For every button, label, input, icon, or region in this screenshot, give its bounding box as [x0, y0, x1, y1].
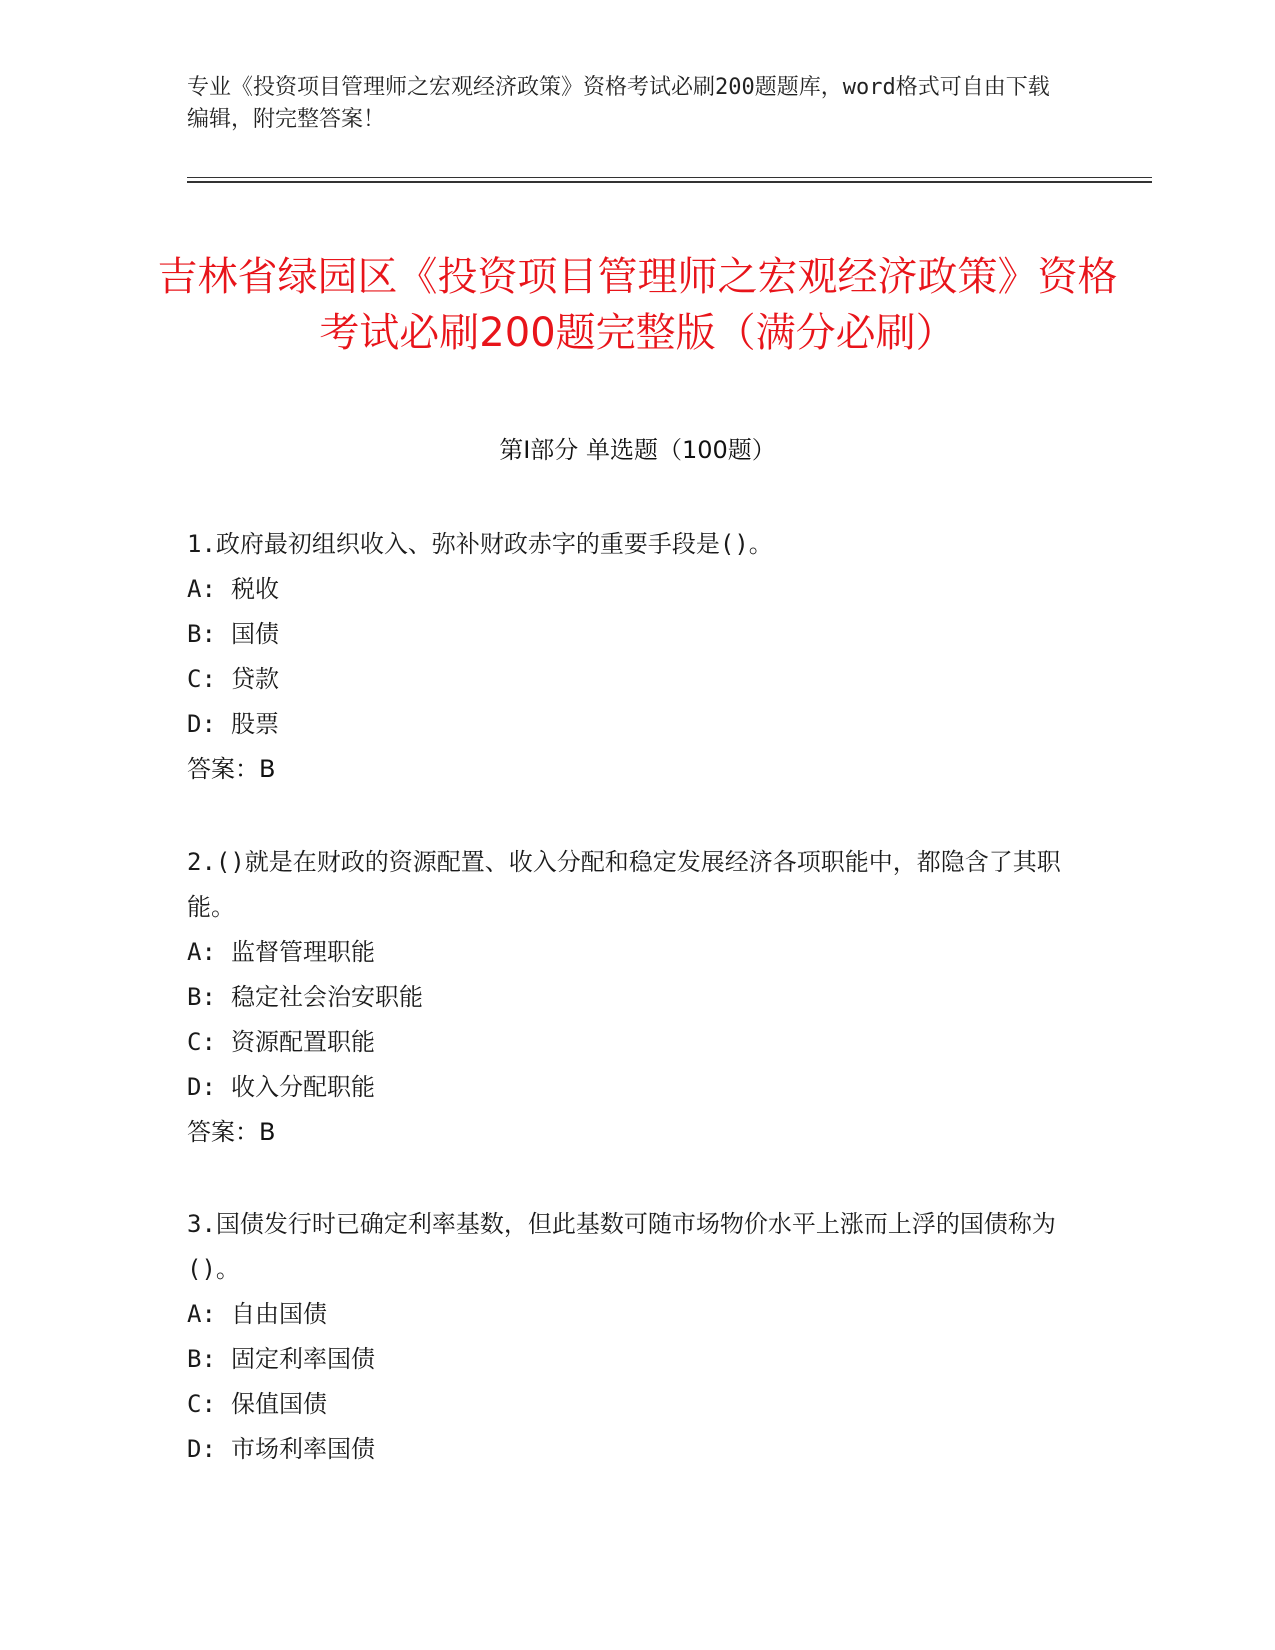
- option-a: [187, 1292, 1067, 1337]
- option-letter: B:: [187, 1345, 216, 1373]
- question-3: [187, 1202, 1067, 1472]
- question-stem: 2.()就是在财政的资源配置、收入分配和稳定发展经济各项职能中，都隐含了其职能。: [187, 848, 1061, 921]
- option-letter: D:: [187, 1073, 216, 1101]
- option-d: [187, 1427, 1067, 1472]
- option-d: [187, 1065, 1067, 1110]
- option-text: 市场利率国债: [231, 1435, 375, 1463]
- option-letter: A:: [187, 938, 216, 966]
- option-c: [187, 1382, 1067, 1427]
- option-d: [187, 702, 1067, 747]
- option-text: 股票: [231, 710, 279, 738]
- option-text: 自由国债: [231, 1300, 327, 1328]
- question-stem: 3.国债发行时已确定利率基数，但此基数可随市场物价水平上涨而上浮的国债称为()。: [187, 1210, 1056, 1283]
- question-1: [187, 522, 1067, 792]
- option-text: 资源配置职能: [231, 1028, 375, 1056]
- answer-line: 答案：B: [187, 1118, 276, 1146]
- option-letter: B:: [187, 983, 216, 1011]
- option-letter: C:: [187, 1028, 216, 1056]
- option-text: 收入分配职能: [231, 1073, 375, 1101]
- option-text: 国债: [231, 620, 279, 648]
- option-text: 稳定社会治安职能: [231, 983, 423, 1011]
- option-text: 保值国债: [231, 1390, 327, 1418]
- answer-line: 答案：B: [187, 755, 276, 783]
- option-a: [187, 567, 1067, 612]
- option-c: [187, 657, 1067, 702]
- option-letter: A:: [187, 1300, 216, 1328]
- header-divider: [187, 177, 1152, 183]
- option-text: 税收: [231, 575, 279, 603]
- header-note: 专业《投资项目管理师之宏观经济政策》资格考试必刷200题题库，word格式可自由下载编辑，附完整答案！: [187, 75, 1050, 132]
- question-2: [187, 840, 1067, 1155]
- option-text: 监督管理职能: [231, 938, 375, 966]
- option-letter: D:: [187, 1435, 216, 1463]
- option-b: [187, 975, 1067, 1020]
- option-letter: C:: [187, 665, 216, 693]
- option-letter: D:: [187, 710, 216, 738]
- option-b: [187, 612, 1067, 657]
- option-c: [187, 1020, 1067, 1065]
- option-b: [187, 1337, 1067, 1382]
- option-text: 固定利率国债: [231, 1345, 375, 1373]
- question-stem: 1.政府最初组织收入、弥补财政赤字的重要手段是()。: [187, 530, 773, 558]
- option-letter: A:: [187, 575, 216, 603]
- section-title: 第Ⅰ部分 单选题（100题）: [499, 436, 776, 464]
- document-title: 吉林省绿园区《投资项目管理师之宏观经济政策》资格考试必刷200题完整版（满分必刷）: [157, 253, 1118, 356]
- option-text: 贷款: [231, 665, 279, 693]
- option-letter: C:: [187, 1390, 216, 1418]
- option-letter: B:: [187, 620, 216, 648]
- option-a: [187, 930, 1067, 975]
